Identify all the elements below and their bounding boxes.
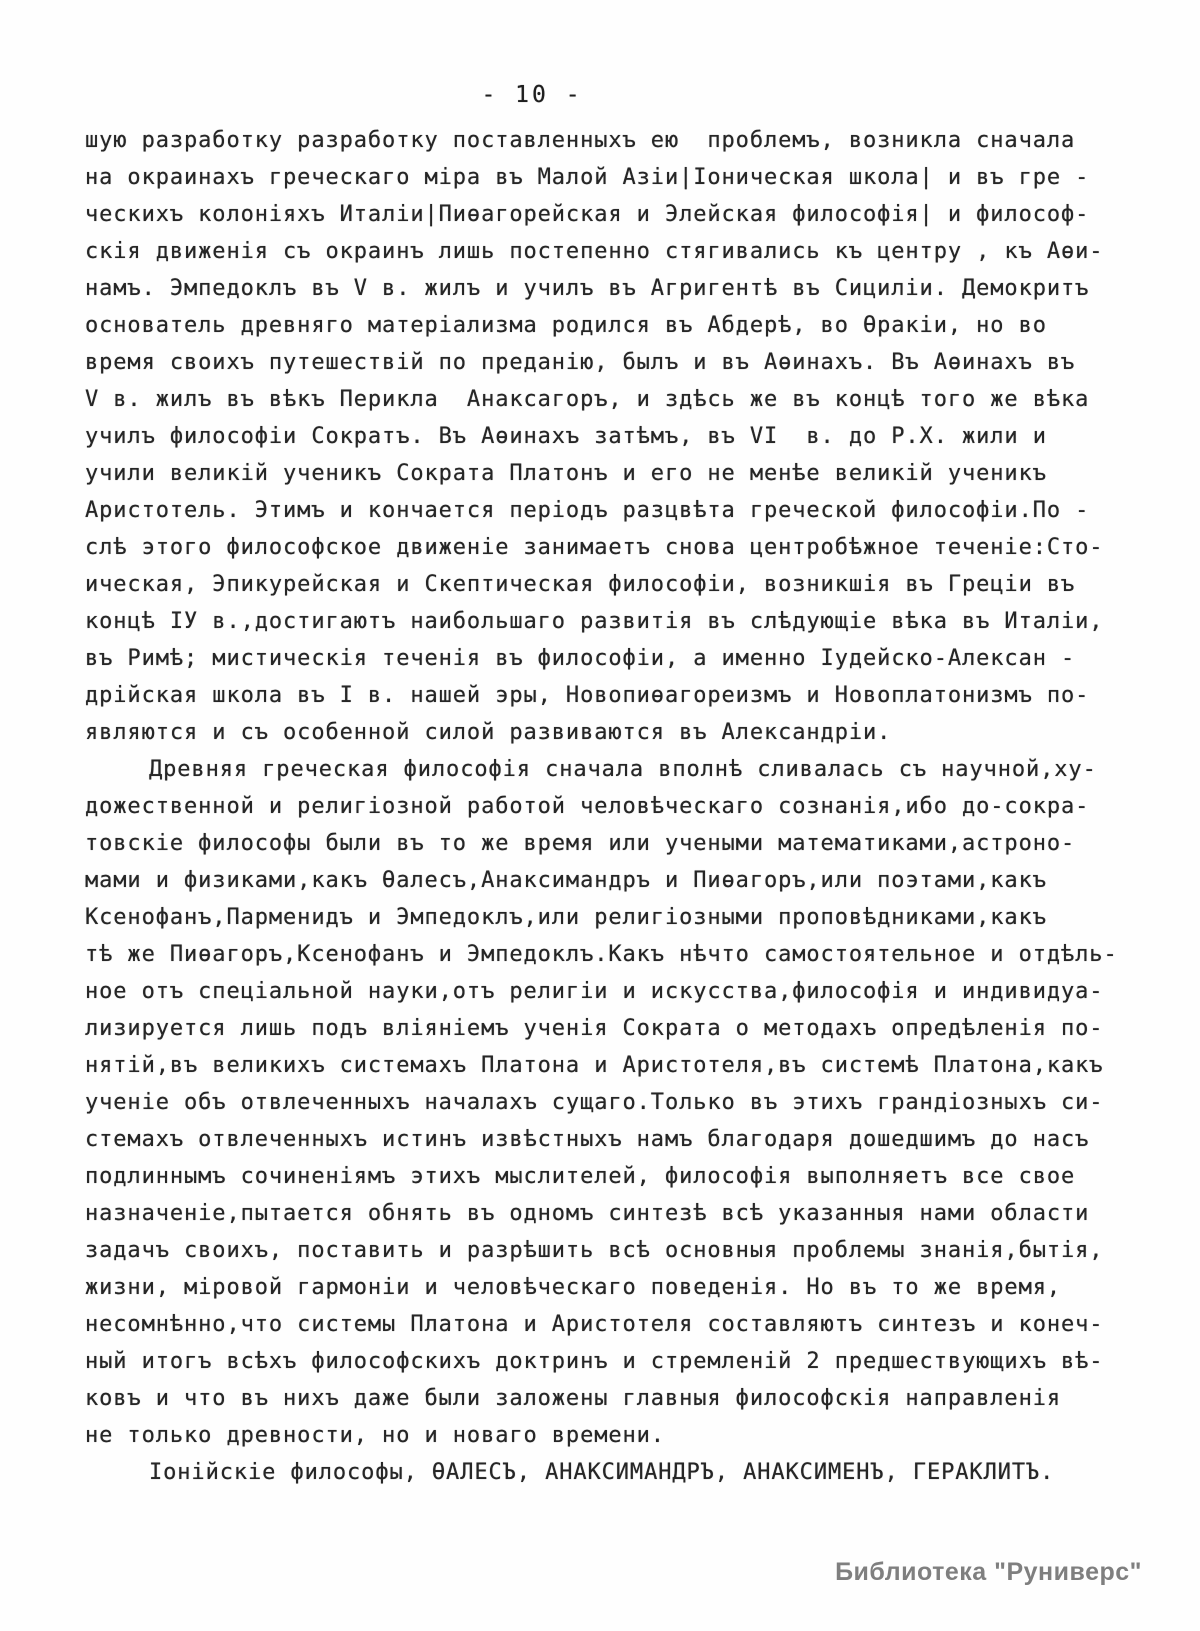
text-line: время своихъ путешествiй по преданiю, былъ и въ Аѳинахъ. Въ Аѳинахъ въ (85, 350, 1076, 375)
text-line: Древняя греческая философiя сначала вполнѣ сливалась съ научной,ху- (149, 757, 1097, 782)
text-line: въ Римѣ; мистическiя теченiя въ философiи, а именно Iудейско-Алексан - (85, 646, 1076, 671)
text-line: являются и съ особенной силой развиваются въ Александрiи. (85, 720, 892, 745)
library-watermark: Библиотека "Руниверс" (835, 1558, 1142, 1586)
text-line: ное отъ спецiальной науки,отъ религiи и искусства,философiя и индивидуа- (85, 979, 1104, 1004)
text-line: дожественной и религiозной работой человѣческаго сознанiя,ибо до-сокра- (85, 794, 1090, 819)
text-line: назначенiе,пытается обнять въ одномъ синтезѣ всѣ указанныя нами области (85, 1201, 1090, 1226)
text-line: лизируется лишь подъ влiянiемъ ученiя Сократа о методахъ опредѣленiя по- (85, 1016, 1104, 1041)
text-line: ученiе объ отвлеченныхъ началахъ сущаго.Только въ этихъ грандiозныхъ си- (85, 1090, 1104, 1115)
text-line: ковъ и что въ нихъ даже были заложены главныя философскiя направленiя (85, 1386, 1062, 1411)
text-line: Ксенофанъ,Парменидъ и Эмпедоклъ,или религiозными проповѣдниками,какъ (85, 905, 1047, 930)
text-line: концѣ IУ в.,достигаютъ наибольшаго развитiя въ слѣдующiе вѣка въ Италiи, (85, 609, 1104, 634)
text-line: тѣ же Пиѳагоръ,Ксенофанъ и Эмпедоклъ.Какъ нѣчто самостоятельное и отдѣль- (85, 942, 1118, 967)
text-line: шую разработку разработку поставленныхъ ею проблемъ, возникла сначала (85, 128, 1076, 153)
text-line: учили великiй ученикъ Сократа Платонъ и его не менѣе великiй ученикъ (85, 461, 1047, 486)
text-line: мами и физиками,какъ Ѳалесъ,Анаксимандръ и Пиѳагоръ,или поэтами,какъ (85, 868, 1047, 893)
text-line: стемахъ отвлеченныхъ истинъ извѣстныхъ намъ благодаря дошедшимъ до насъ (85, 1127, 1090, 1152)
text-line: жизни, мiровой гармонiи и человѣческаго поведенiя. Но въ то же время, (85, 1275, 1062, 1300)
text-line: ческихъ колонiяхъ Италiи|Пиѳагорейская и Элейская философiя| и философ- (85, 202, 1090, 227)
text-line: на окраинахъ греческаго мiра въ Малой Азiи|Iоническая школа| и въ гре - (85, 165, 1090, 190)
text-line: училъ философiи Сократъ. Въ Аѳинахъ затѣмъ, въ VI в. до Р.Х. жили и (85, 424, 1047, 449)
text-line: Аристотель. Этимъ и кончается перiодъ разцвѣта греческой философiи.По - (85, 498, 1090, 523)
text-line: нятiй,въ великихъ системахъ Платона и Аристотеля,въ системѣ Платона,какъ (85, 1053, 1104, 1078)
text-line: основатель древняго матерiализма родился въ Абдерѣ, во Ѳракiи, но во (85, 313, 1047, 338)
text-line: Iонiйскiе философы, ѲАЛЕСЪ, АНАКСИМАНДРЪ, АНАКСИМЕНЪ, ГЕРАКЛИТЪ. (149, 1460, 1055, 1485)
text-line: дрiйская школа въ I в. нашей эры, Новопиѳагореизмъ и Новоплатонизмъ по- (85, 683, 1090, 708)
text-line: подлиннымъ сочиненiямъ этихъ мыслителей, философiя выполняетъ все свое (85, 1164, 1076, 1189)
page-number: - 10 - (481, 82, 583, 108)
document-body (85, 122, 1163, 1491)
text-line: задачъ своихъ, поставить и разрѣшить всѣ основныя проблемы знанiя,бытiя, (85, 1238, 1104, 1263)
text-line: скiя движенiя съ окраинъ лишь постепенно стягивались къ центру , къ Аѳи- (85, 239, 1104, 264)
text-line: несомнѣнно,что системы Платона и Аристотеля составляютъ синтезъ и конеч- (85, 1312, 1104, 1337)
text-line: товскiе философы были въ то же время или учеными математиками,астроно- (85, 831, 1076, 856)
text-line: намъ. Эмпедоклъ въ V в. жилъ и училъ въ Агригентѣ въ Сицилiи. Демокритъ (85, 276, 1090, 301)
text-line: не только древности, но и новаго времени. (85, 1423, 665, 1448)
text-line: ный итогъ всѣхъ философскихъ доктринъ и стремленiй 2 предшествующихъ вѣ- (85, 1349, 1104, 1374)
text-line: слѣ этого философское движенiе занимаетъ снова центробѣжное теченiе:Сто- (85, 535, 1104, 560)
text-line: V в. жилъ въ вѣкъ Перикла Анаксагоръ, и здѣсь же въ концѣ того же вѣка (85, 387, 1090, 412)
text-line: ическая, Эпикурейская и Скептическая философiи, возникшiя въ Грецiи въ (85, 572, 1076, 597)
